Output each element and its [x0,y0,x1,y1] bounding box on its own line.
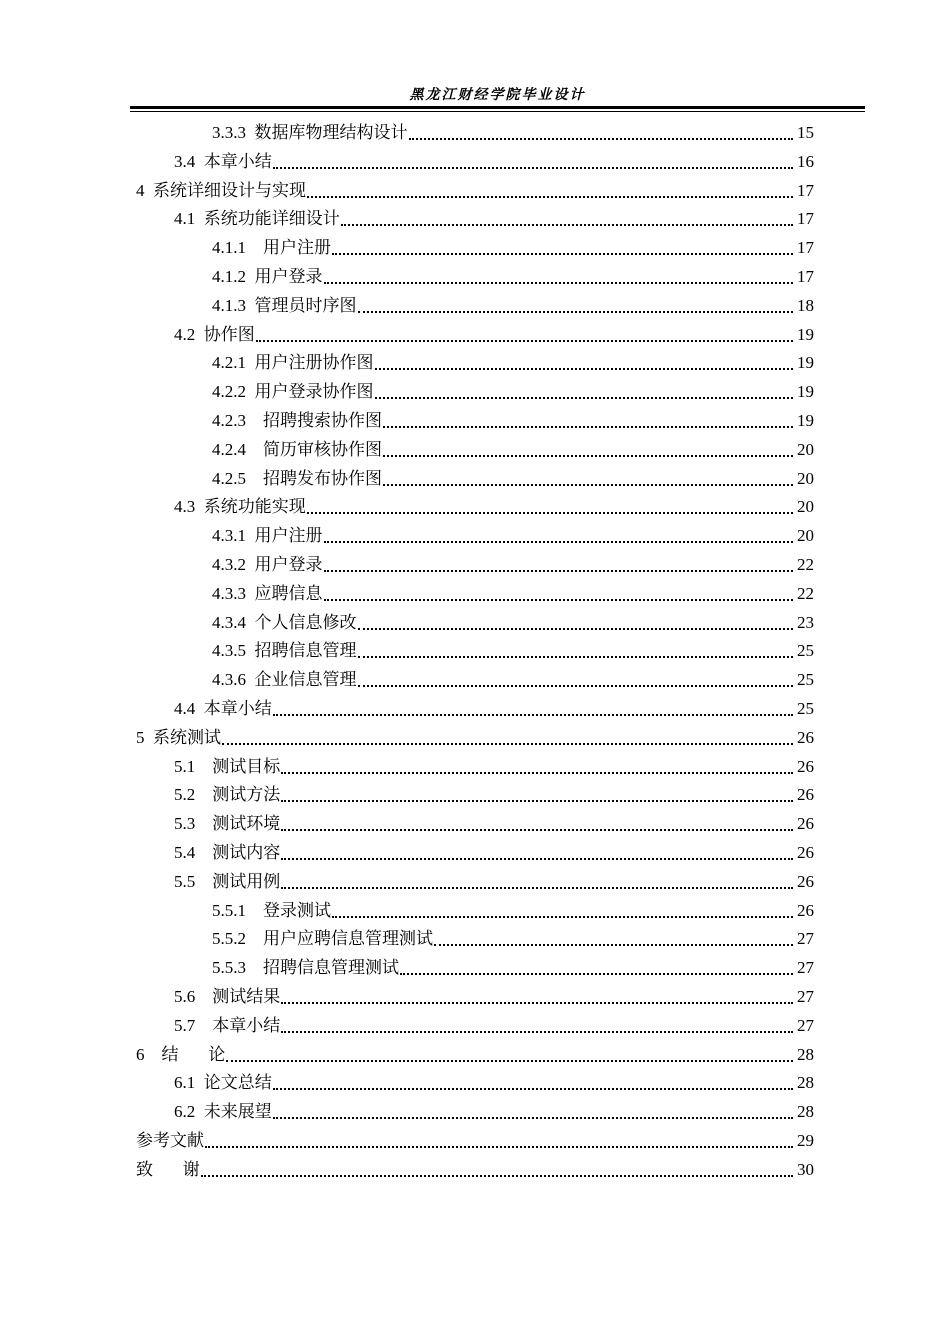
toc-entry-page-number: 22 [797,555,814,574]
toc-entry-lead [0,957,794,979]
toc-leader-dots [281,1002,793,1004]
toc-entry-page-number: 20 [797,468,814,488]
toc-entry-number: 4.1 [174,209,204,229]
toc-entry-page-number: 27 [797,1015,814,1035]
toc-entry-lead [0,698,794,720]
toc-entry-title: 未来展望 [203,1102,272,1122]
toc-entry-lead [0,352,794,374]
toc-entry-title: 招聘信息管理 [254,641,357,661]
toc-entry-title: 招聘搜索协作图 [263,411,382,430]
toc-leader-dots [222,743,793,745]
toc-entry-lead [0,237,794,259]
toc-entry[interactable] [0,1124,950,1152]
toc-leader-dots [375,397,794,399]
toc-entry-number: 5.5.3 [212,958,263,978]
toc-entry[interactable] [0,577,950,605]
toc-entry[interactable] [0,202,950,230]
toc-entry-lead [0,1072,794,1094]
toc-entry-title: 系统功能详细设计 [203,209,340,229]
toc-entry-title: 用户登录 [254,267,323,286]
toc-entry-number: 6.1 [174,1073,204,1093]
toc-entry-lead [0,784,794,806]
toc-entry-lead [0,266,794,288]
toc-leader-dots [273,714,793,716]
toc-entry-title: 本章小结 [212,1015,281,1035]
toc-entry-page-number: 16 [797,151,814,171]
toc-entry-title: 本章小结 [203,151,272,171]
toc-leader-dots [324,570,794,572]
toc-leader-dots [273,1117,793,1119]
toc-entry[interactable] [0,980,950,1008]
toc-entry-page-number: 20 [797,497,814,517]
toc-entry-number: 4.2.1 [212,353,255,373]
toc-entry-page-number: 26 [797,785,814,805]
toc-entry[interactable] [0,1038,950,1066]
toc-entry-lead [0,900,794,922]
toc-entry-page-number: 20 [797,526,814,546]
toc-entry[interactable] [0,922,950,950]
toc-entry-lead [0,122,794,144]
toc-entry-lead [0,1101,794,1123]
toc-entry[interactable] [0,865,950,893]
toc-leader-dots [201,1175,793,1177]
toc-entry-page-number: 26 [797,756,814,776]
toc-leader-dots [273,167,793,169]
toc-entry-title: 系统测试 [153,727,221,747]
toc-entry-page-number: 19 [797,411,814,430]
toc-entry-title: 用户登录 [254,555,323,574]
toc-leader-dots [281,829,793,831]
toc-entry-lead [0,727,794,749]
toc-entry-number: 5.3 [174,814,213,834]
page-header: 黑龙江财经学院毕业设计 [409,88,586,103]
toc-leader-dots [358,656,794,658]
toc-entry-page-number: 23 [797,612,814,632]
toc-entry[interactable] [0,346,950,374]
toc-entry[interactable] [0,318,950,346]
toc-entry-number: 4.2.2 [212,382,255,402]
toc-entry-number: 4.2.3 [212,411,263,430]
toc-entry-lead [0,669,794,691]
toc-entry-page-number: 15 [797,123,814,142]
toc-entry-lead [0,986,794,1008]
toc-entry-lead [0,381,794,403]
toc-entry[interactable] [0,404,950,432]
toc-entry-number: 5.5 [174,871,213,891]
toc-entry[interactable] [0,721,950,749]
toc-entry-page-number: 30 [797,1159,814,1179]
toc-entry-lead [0,928,794,950]
toc-entry-title: 企业信息管理 [254,670,357,690]
toc-entry-title: 测试内容 [212,843,281,862]
toc-entry-page-number: 17 [797,238,814,258]
toc-entry[interactable] [0,462,950,490]
toc-leader-dots [256,340,793,342]
toc-entry-title: 测试目标 [212,756,281,776]
header-rule-thin [130,111,865,112]
toc-entry-number: 6.2 [174,1102,204,1122]
toc-leader-dots [281,800,793,802]
toc-leader-dots [324,599,794,601]
toc-entry-number: 4.3.5 [212,641,255,661]
toc-entry-lead [0,1159,794,1181]
toc-leader-dots [332,916,793,918]
toc-entry-number: 3.4 [174,151,204,171]
toc-entry-page-number: 19 [797,324,814,344]
toc-entry-page-number: 20 [797,439,814,459]
toc-leader-dots [205,1146,793,1148]
toc-entry-number: 4.3.4 [212,612,255,632]
toc-entry-number: 5.2 [174,785,213,805]
toc-entry[interactable] [0,260,950,288]
toc-leader-dots [281,887,793,889]
toc-entry[interactable] [0,231,950,259]
toc-entry[interactable] [0,692,950,720]
toc-entry-lead [0,496,794,518]
toc-entry-page-number: 19 [797,382,814,402]
toc-entry-number: 4.3.6 [212,670,255,690]
toc-leader-dots [281,858,793,860]
toc-entry-number: 4.1.2 [212,267,255,286]
toc-entry-page-number: 29 [797,1131,814,1150]
toc-entry-title: 简历审核协作图 [263,439,382,459]
toc-entry-lead [0,468,794,490]
toc-entry-lead [0,612,794,634]
toc-entry[interactable] [0,750,950,778]
toc-entry-title: 测试方法 [212,785,281,805]
toc-entry-lead [0,525,794,547]
toc-entry-lead [0,842,794,864]
toc-entry-lead [0,756,794,778]
toc-entry-title: 管理员时序图 [254,295,357,315]
toc-entry-title: 系统功能实现 [203,497,306,517]
toc-entry-page-number: 25 [797,670,814,690]
toc-entry-page-number: 28 [797,1044,814,1064]
header-rule-thick [130,106,865,109]
toc-entry-page-number: 25 [797,641,814,661]
toc-entry-lead [0,554,794,576]
toc-entry-page-number: 18 [797,295,814,315]
toc-entry-title: 应聘信息 [254,583,323,603]
toc-entry-lead [0,208,794,230]
toc-leader-dots [358,628,794,630]
toc-entry-page-number: 27 [797,958,814,978]
toc-entry[interactable] [0,951,950,979]
toc-entry-title: 招聘发布协作图 [263,468,382,488]
toc-entry-page-number: 26 [797,814,814,834]
toc-entry-page-number: 28 [797,1102,814,1122]
toc-entry-number: 4.2.4 [212,439,263,459]
toc-entry-number: 4.4 [174,699,204,718]
toc-entry[interactable] [0,116,950,144]
toc-entry-page-number: 27 [797,929,814,949]
toc-entry-title: 用户应聘信息管理测试 [263,929,433,949]
toc-leader-dots [341,224,793,226]
toc-entry[interactable] [0,1095,950,1123]
toc-entry[interactable] [0,606,950,634]
toc-entry-title: 用户注册 [263,238,331,258]
toc-entry-number: 5.5.2 [212,929,263,949]
toc-entry-number: 5.6 [174,987,213,1006]
toc-entry-page-number: 25 [797,699,814,718]
toc-entry-number: 3.3.3 [212,123,255,142]
toc-entry-page-number: 26 [797,900,814,920]
toc-leader-dots [307,512,793,514]
toc-entry[interactable] [0,1153,950,1181]
toc-entry-page-number: 22 [797,583,814,603]
toc-entry-title: 用户注册 [254,526,323,546]
toc-entry[interactable] [0,634,950,662]
toc-entry-title: 测试结果 [212,987,281,1006]
toc-leader-dots [324,282,794,284]
toc-entry-number: 4.3.3 [212,583,255,603]
toc-entry-page-number: 28 [797,1073,814,1093]
toc-entry-title: 测试用例 [212,871,281,891]
toc-entry-lead [0,640,794,662]
toc-entry[interactable] [0,174,950,202]
toc-entry-number: 5.1 [174,756,213,776]
toc-entry-number: 6 [136,1044,162,1064]
toc-entry-page-number: 17 [797,180,814,200]
toc-leader-dots [358,311,794,313]
toc-entry[interactable] [0,663,950,691]
toc-entry[interactable] [0,145,950,173]
toc-entry-title: 测试环境 [212,814,281,834]
toc-entry[interactable] [0,894,950,922]
toc-leader-dots [281,1031,793,1033]
toc-entry-page-number: 26 [797,843,814,862]
toc-entry[interactable] [0,1066,950,1094]
toc-entry-title: 个人信息修改 [254,612,357,632]
toc-leader-dots [273,1088,793,1090]
toc-leader-dots [383,484,793,486]
toc-entry-number: 4.3 [174,497,204,517]
toc-entry-lead [0,1044,794,1066]
toc-entry-page-number: 19 [797,353,814,373]
toc-entry-number: 4.1.3 [212,295,255,315]
toc-entry-page-number: 27 [797,987,814,1006]
toc-leader-dots [358,685,794,687]
toc-leader-dots [409,138,794,140]
toc-leader-dots [375,368,794,370]
toc-entry-title: 参考文献 [136,1131,204,1150]
toc-leader-dots [434,944,793,946]
toc-entry[interactable] [0,289,950,317]
toc-entry-title: 招聘信息管理测试 [263,958,399,978]
toc-entry-number: 4.3.1 [212,526,255,546]
toc-entry-number: 4.2.5 [212,468,263,488]
toc-entry-lead [0,583,794,605]
toc-entry-number: 5.4 [174,843,213,862]
toc-entry-lead [0,295,794,317]
toc-entry-title: 登录测试 [263,900,331,920]
toc-entry-lead [0,151,794,173]
toc-entry-number: 5 [136,727,153,747]
toc-entry[interactable] [0,519,950,547]
toc-entry-page-number: 26 [797,871,814,891]
toc-leader-dots [400,973,793,975]
toc-entry-number: 4 [136,180,153,200]
toc-entry-title: 论文总结 [203,1073,272,1093]
toc-entry[interactable] [0,490,950,518]
toc-entry-title: 本章小结 [203,699,272,718]
toc-entry-lead [0,813,794,835]
toc-entry[interactable] [0,836,950,864]
toc-entry-number: 5.7 [174,1015,213,1035]
toc-entry-title: 用户登录协作图 [254,382,374,402]
toc-entry-title: 致 谢 [136,1159,200,1179]
toc-leader-dots [332,253,793,255]
toc-leader-dots [226,1060,793,1062]
toc-entry-page-number: 26 [797,727,814,747]
toc-entry[interactable] [0,433,950,461]
toc-entry[interactable] [0,807,950,835]
toc-entry-number: 4.3.2 [212,555,255,574]
toc-entry-lead [0,871,794,893]
toc-entry-lead [0,180,794,202]
toc-entry[interactable] [0,1009,950,1037]
toc-entry-title: 用户注册协作图 [254,353,374,373]
toc-entry-lead [0,410,794,432]
toc-entry-lead [0,1015,794,1037]
toc-entry-title: 结 论 [161,1044,226,1064]
toc-entry-lead [0,324,794,346]
toc-leader-dots [383,455,793,457]
toc-entry-lead [0,439,794,461]
toc-leader-dots [281,772,793,774]
toc-entry-number: 4.1.1 [212,238,263,258]
toc-leader-dots [383,426,793,428]
toc-entry-lead [0,1130,794,1152]
toc-entry-page-number: 17 [797,267,814,286]
toc-entry-title: 协作图 [203,324,255,344]
toc-entry-page-number: 17 [797,209,814,229]
toc-entry-title: 数据库物理结构设计 [254,123,408,142]
toc-entry[interactable] [0,548,950,576]
toc-entry-number: 4.2 [174,324,204,344]
toc-leader-dots [307,196,793,198]
toc-entry-title: 系统详细设计与实现 [153,180,306,200]
toc-entry[interactable] [0,778,950,806]
toc-entry[interactable] [0,375,950,403]
toc-entry-number: 5.5.1 [212,900,263,920]
toc-leader-dots [324,541,794,543]
